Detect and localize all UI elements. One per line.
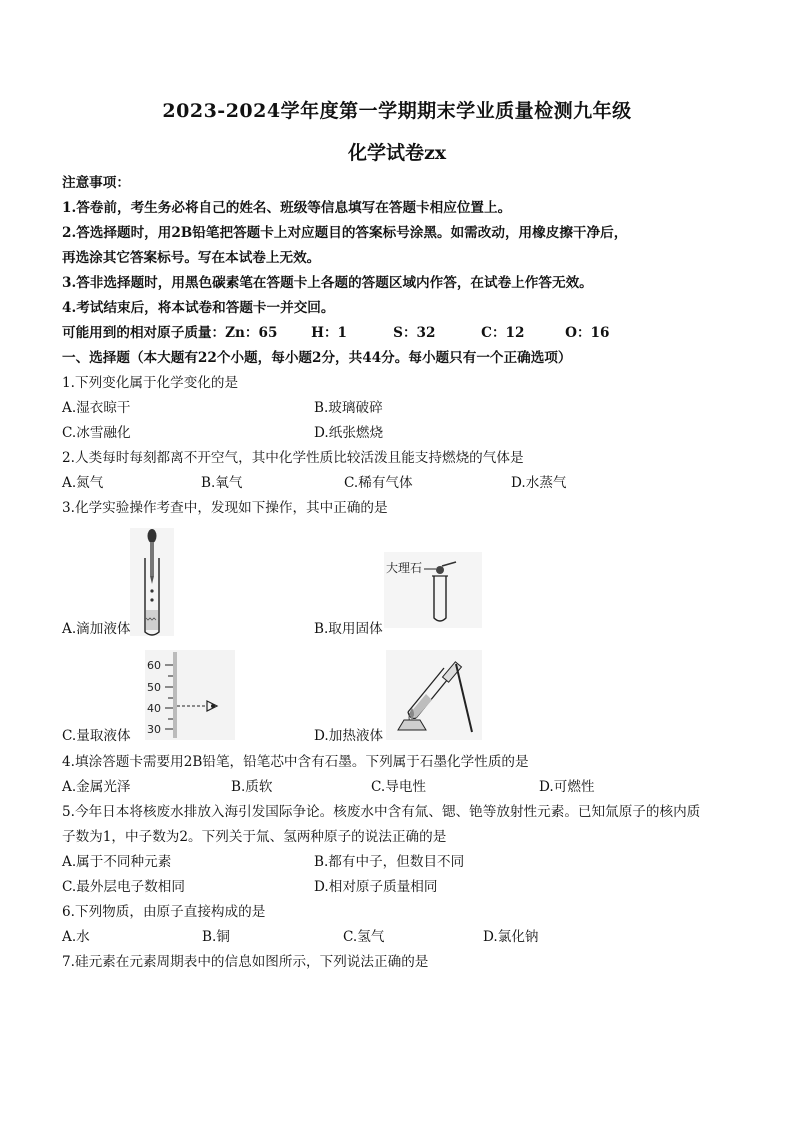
q6-option-a: A.水 — [62, 929, 90, 945]
atomic-mass-s: S：32 — [393, 325, 436, 341]
tick-40: 40 — [147, 702, 161, 715]
q5-option-a: A.属于不同种元素 — [62, 854, 172, 870]
atomic-mass-zn: Zn：65 — [225, 325, 278, 341]
exam-title: 2023-2024学年度第一学期期末学业质量检测九年级 — [162, 100, 632, 122]
q6-option-b: B.铜 — [202, 929, 230, 945]
q5-stem-line-2: 子数为1，中子数为2。下列关于氚、氢两种原子的说法正确的是 — [62, 829, 447, 845]
tick-50: 50 — [147, 681, 161, 694]
q4-stem: 4.填涂答题卡需要用2B铅笔，铅笔芯中含有石墨。下列属于石墨化学性质的是 — [62, 754, 529, 770]
q3-stem: 3.化学实验操作考查中，发现如下操作，其中正确的是 — [62, 500, 388, 516]
q3-option-b: B.取用固体 — [314, 621, 383, 637]
notice-item-2-cont: 再选涂其它答案标号。写在本试卷上无效。 — [62, 250, 321, 266]
cylinder-reading-figure — [145, 650, 235, 740]
q4-option-d: D.可燃性 — [539, 779, 595, 795]
notice-item-1: 1.答卷前，考生务必将自己的姓名、班级等信息填写在答题卡相应位置上。 — [62, 200, 512, 216]
notice-heading: 注意事项： — [62, 175, 130, 191]
tick-60: 60 — [147, 659, 161, 672]
q5-stem-line-1: 5.今年日本将核废水排放入海引发国际争论。核废水中含有氚、锶、铯等放射性元素。已知氚原子的核内质 — [62, 804, 701, 820]
q2-stem: 2.人类每时每刻都离不开空气，其中化学性质比较活泼且能支持燃烧的气体是 — [62, 450, 524, 466]
q1-stem: 1.下列变化属于化学变化的是 — [62, 375, 239, 391]
q4-option-a: A.金属光泽 — [62, 779, 131, 795]
q6-stem: 6.下列物质，由原子直接构成的是 — [62, 904, 266, 920]
marble-label: 大理石 — [386, 561, 423, 575]
q5-option-b: B.都有中子，但数目不同 — [314, 854, 465, 870]
notice-item-2: 2.答选择题时，用2B铅笔把答题卡上对应题目的答案标号涂黑。如需改动，用橡皮擦干净后， — [62, 225, 628, 241]
q4-option-c: C.导电性 — [371, 779, 427, 795]
exam-subtitle: 化学试卷zx — [347, 142, 447, 164]
q1-option-a: A.湿衣晾干 — [62, 400, 131, 416]
q2-option-b: B.氧气 — [201, 475, 243, 491]
q5-option-d: D.相对原子质量相同 — [314, 879, 438, 895]
q3-option-c: C.量取液体 — [62, 728, 131, 744]
marble-figure — [384, 552, 482, 628]
q3-option-a: A.滴加液体 — [62, 621, 131, 637]
heating-liquid-figure — [386, 650, 482, 740]
q3-option-d: D.加热液体 — [314, 728, 384, 744]
tick-30: 30 — [147, 723, 161, 736]
atomic-mass-label: 可能用到的相对原子质量： — [62, 325, 226, 341]
q1-option-b: B.玻璃破碎 — [314, 400, 383, 416]
section-1-heading: 一、选择题（本大题有22个小题，每小题2分，共44分。每小题只有一个正确选项） — [62, 350, 572, 366]
notice-item-3: 3.答非选择题时，用黑色碳素笔在答题卡上各题的答题区域内作答，在试卷上作答无效。 — [62, 275, 593, 291]
q6-option-c: C.氢气 — [343, 929, 385, 945]
q5-option-c: C.最外层电子数相同 — [62, 879, 185, 895]
dropper-figure — [130, 528, 174, 636]
q2-option-a: A.氮气 — [62, 475, 104, 491]
q2-option-c: C.稀有气体 — [344, 475, 413, 491]
q4-option-b: B.质软 — [231, 779, 273, 795]
q2-option-d: D.水蒸气 — [511, 475, 567, 491]
q1-option-d: D.纸张燃烧 — [314, 425, 384, 441]
q7-stem: 7.硅元素在元素周期表中的信息如图所示，下列说法正确的是 — [62, 954, 429, 970]
q6-option-d: D.氯化钠 — [483, 929, 539, 945]
atomic-mass-c: C：12 — [481, 325, 525, 341]
atomic-mass-h: H：1 — [311, 325, 348, 341]
atomic-mass-o: O：16 — [565, 325, 610, 341]
notice-item-4: 4.考试结束后，将本试卷和答题卡一并交回。 — [62, 300, 335, 316]
q1-option-c: C.冰雪融化 — [62, 425, 131, 441]
atomic-mass-line — [62, 324, 609, 342]
